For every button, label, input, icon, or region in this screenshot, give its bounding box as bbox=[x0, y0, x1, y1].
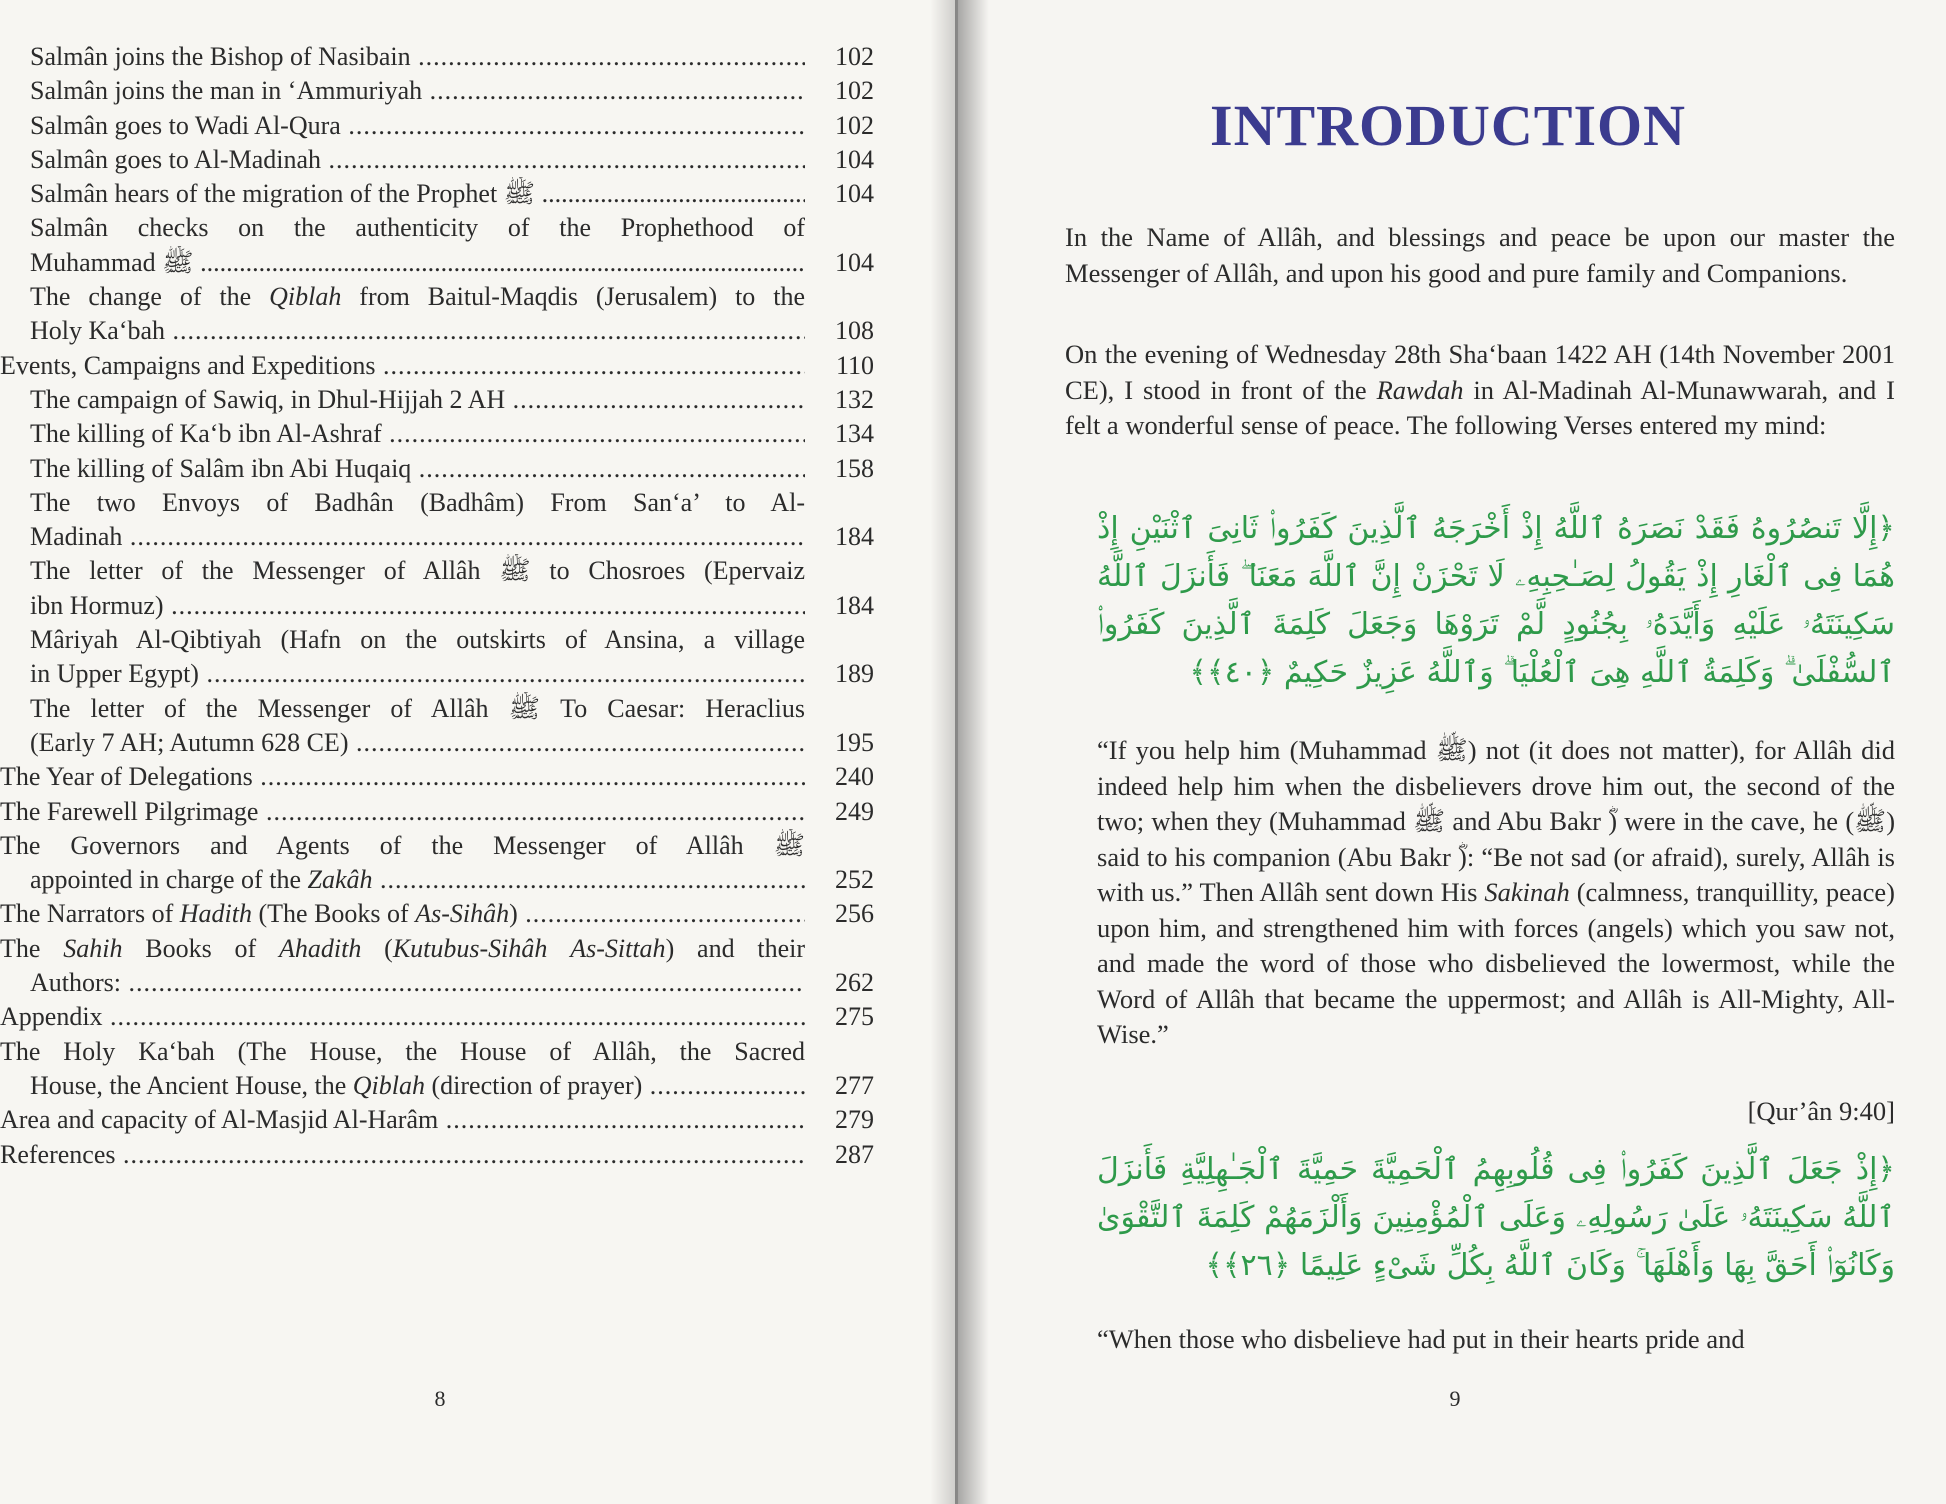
toc-entry bbox=[0, 349, 874, 383]
toc-entry bbox=[0, 760, 874, 794]
toc-entry-page: 102 bbox=[835, 42, 874, 71]
toc-entry-title: Madinah ..... bbox=[30, 520, 805, 554]
toc-entry-title: The letter of the Messenger of Allâh ﷺ to Chosroes (Epervaiz bbox=[30, 556, 805, 586]
left-page bbox=[0, 0, 955, 1504]
toc-entry-page: 132 bbox=[835, 384, 874, 414]
toc-entry bbox=[0, 932, 860, 966]
toc-entry bbox=[0, 280, 860, 314]
toc-entry-title: The killing of Ka‘b ibn Al-Ashraf ..... bbox=[30, 417, 805, 451]
toc-entry bbox=[0, 1138, 874, 1172]
page-title: INTRODUCTION bbox=[1210, 93, 1687, 158]
toc-entry-title: The killing of Salâm ibn Abi Huqaiq ..... bbox=[30, 452, 805, 486]
toc-entry-title: The letter of the Messenger of Allâh ﷺ To Caesar: Heraclius bbox=[30, 693, 805, 723]
toc-entry-page: 104 bbox=[835, 179, 874, 209]
toc-entry-title: Muhammad ﷺ ..... bbox=[30, 246, 805, 280]
toc-entry-title: (Early 7 AH; Autumn 628 CE) ..... bbox=[30, 726, 805, 760]
toc-entry bbox=[0, 417, 874, 451]
toc-entry-page: 102 bbox=[835, 76, 874, 106]
toc-entry bbox=[0, 829, 860, 863]
toc-entry-title: The Farewell Pilgrimage ..... bbox=[0, 795, 805, 829]
toc-entry-page: 158 bbox=[835, 453, 874, 483]
toc-entry-page: 252 bbox=[835, 865, 874, 895]
toc-entry-title: appointed in charge of the Zakâh ..... bbox=[30, 863, 805, 897]
verse-translation-2: “When those who disbelieve had put in their hearts pride and bbox=[1097, 1324, 1745, 1354]
toc-entry-page: 277 bbox=[835, 1070, 874, 1100]
verse-translation-1: “If you help him (Muhammad ﷺ) not (it does not matter), for Allâh did indeed help him when the disbelievers drove him out, the second of the two; when they (Muhammad ﷺ and Abu Bakr ؓ) were in the cave, he (ﷺ) said to his companion (Abu Bakr ؓ): “Be not sad (or afraid), surely, Allâh is with us.” Then Allâh sent down His Sakinah (calmness, tranquillity, peace) upon him, and strengthened him with forces (angels) which you saw not, and made the word of those who disbelieved the lowermost, while the Word of Allâh that became the uppermost; and Allâh is All-Mighty, All-Wise.” bbox=[1097, 735, 1896, 1049]
toc-entry-title: The two Envoys of Badhân (Badhâm) From San‘a’ to Al- bbox=[30, 487, 805, 517]
toc-entry bbox=[0, 109, 874, 143]
toc-entry-page: 104 bbox=[835, 144, 874, 174]
toc-entry bbox=[0, 863, 874, 897]
toc-entry-title: Salmân goes to Al-Madinah ..... bbox=[30, 143, 805, 177]
toc-entry bbox=[0, 589, 874, 623]
toc-entry bbox=[0, 246, 874, 280]
toc-entry-title: The Holy Ka‘bah (The House, the House of Allâh, the Sacred bbox=[0, 1036, 805, 1066]
toc-entry bbox=[0, 520, 874, 554]
toc-entry-page: 110 bbox=[835, 350, 874, 380]
toc-entry-page: 184 bbox=[835, 522, 874, 552]
quran-verse-arabic-1: ﴿إِلَّا تَنصُرُوهُ فَقَدْ نَصَرَهُ ٱللَّهُ إِذْ أَخْرَجَهُ ٱلَّذِينَ كَفَرُوا۟ ثَانِىَ ٱثْنَيْنِ إِذْ هُمَا فِى ٱلْغَارِ إِذْ يَقُولُ لِصَـٰحِبِهِۦ لَا تَحْزَنْ إِنَّ ٱللَّهَ مَعَنَا ۖ فَأَنزَلَ ٱللَّهُ سَكِينَتَهُۥ عَلَيْهِ وَأَيَّدَهُۥ بِجُنُودٍ لَّمْ تَرَوْهَا وَجَعَلَ كَلِمَةَ ٱلَّذِينَ كَفَرُوا۟ ٱلسُّفْلَىٰ ۗ وَكَلِمَةُ ٱللَّهِ هِىَ ٱلْعُلْيَا ۗ وَٱللَّهُ عَزِيزٌ حَكِيمٌ ﴿٤٠﴾﴾ bbox=[1097, 511, 1895, 690]
toc-entry-page: 134 bbox=[835, 419, 874, 449]
verse-reference: [Qur’ân 9:40] bbox=[1747, 1096, 1895, 1126]
quran-verse-arabic-2: ﴿إِذْ جَعَلَ ٱلَّذِينَ كَفَرُوا۟ فِى قُلُوبِهِمُ ٱلْحَمِيَّةَ حَمِيَّةَ ٱلْجَـٰهِلِيَّةِ فَأَنزَلَ ٱللَّهُ سَكِينَتَهُۥ عَلَىٰ رَسُولِهِۦ وَعَلَى ٱلْمُؤْمِنِينَ وَأَلْزَمَهُمْ كَلِمَةَ ٱلتَّقْوَىٰ وَكَانُوٓا۟ أَحَقَّ بِهَا وَأَهْلَهَا ۚ وَكَانَ ٱللَّهُ بِكُلِّ شَىْءٍ عَلِيمًا ﴿٢٦﴾﴾ bbox=[1097, 1152, 1895, 1283]
toc-entry-page: 184 bbox=[835, 590, 874, 620]
toc-entry bbox=[0, 143, 874, 177]
toc-entry bbox=[0, 1035, 860, 1069]
toc-entry-title: Authors: ..... bbox=[30, 966, 805, 1000]
right-page bbox=[955, 0, 1946, 1504]
toc-entry bbox=[0, 40, 874, 74]
toc-entry-title: The campaign of Sawiq, in Dhul-Hijjah 2 AH ..... bbox=[30, 383, 805, 417]
toc-entry-title: The Narrators of Hadith (The Books of As-Sihâh) ..... bbox=[0, 897, 805, 931]
book-gutter-shadow-right bbox=[955, 0, 989, 1504]
toc-entry-page: 249 bbox=[835, 796, 874, 826]
intro-paragraph-1: In the Name of Allâh, and blessings and peace be upon our master the Messenger of Allâh, and upon his good and pure family and Companions. bbox=[1065, 222, 1895, 288]
toc-entry-page: 108 bbox=[835, 316, 874, 346]
toc-entry-page: 102 bbox=[835, 110, 874, 140]
toc-entry-page: 262 bbox=[835, 968, 874, 998]
toc-entry-page: 275 bbox=[835, 1002, 874, 1032]
toc-entry-title: Salmân joins the man in ‘Ammuriyah ..... bbox=[30, 74, 805, 108]
toc-entry bbox=[0, 623, 860, 657]
toc-entry-title: The Governors and Agents of the Messenger of Allâh ﷺ bbox=[0, 830, 805, 860]
toc-entry-title: Salmân goes to Wadi Al-Qura ..... bbox=[30, 109, 805, 143]
book-gutter-shadow-left bbox=[930, 0, 958, 1504]
toc-entry-title: House, the Ancient House, the Qiblah (direction of prayer) ..... bbox=[30, 1069, 805, 1103]
toc-entry bbox=[0, 657, 874, 691]
toc-entry bbox=[0, 211, 860, 245]
toc-entry bbox=[0, 966, 874, 1000]
toc-entry-title: Salmân joins the Bishop of Nasibain ..... bbox=[30, 40, 805, 74]
toc-entry-title: The Sahih Books of Ahadith (Kutubus-Sihâh As-Sittah) and their bbox=[0, 933, 805, 963]
toc-entry bbox=[0, 1069, 874, 1103]
toc-entry bbox=[0, 554, 860, 588]
toc-entry bbox=[0, 897, 874, 931]
toc-entry-title: in Upper Egypt) ..... bbox=[30, 657, 805, 691]
toc-entry-title: ibn Hormuz) ..... bbox=[30, 589, 805, 623]
toc-entry bbox=[0, 177, 874, 211]
toc-entry bbox=[0, 383, 874, 417]
intro-paragraph-2: On the evening of Wednesday 28th Sha‘baan 1422 AH (14th November 2001 CE), I stood in front of the Rawdah in Al-Madinah Al-Munawwarah, and I felt a wonderful sense of peace. The following Verses entered my mind: bbox=[1065, 339, 1895, 440]
toc-entry-page: 279 bbox=[835, 1105, 874, 1135]
toc-entry-title: Area and capacity of Al-Masjid Al-Harâm ..... bbox=[0, 1103, 805, 1137]
toc-entry-page: 240 bbox=[835, 762, 874, 792]
toc-entry bbox=[0, 726, 874, 760]
table-of-contents bbox=[0, 40, 874, 1172]
toc-entry bbox=[0, 74, 874, 108]
toc-entry bbox=[0, 795, 874, 829]
toc-entry-page: 287 bbox=[835, 1139, 874, 1169]
toc-entry-page: 195 bbox=[835, 727, 874, 757]
toc-entry-title: Mâriyah Al-Qibtiyah (Hafn on the outskirts of Ansina, a village bbox=[30, 625, 805, 655]
toc-entry-title: Salmân checks on the authenticity of the Prophethood of bbox=[30, 213, 805, 243]
toc-entry-page: 104 bbox=[835, 247, 874, 277]
toc-entry-page: 256 bbox=[835, 899, 874, 929]
toc-entry bbox=[0, 1000, 874, 1034]
left-page-number: 8 bbox=[434, 1386, 446, 1411]
toc-entry-title: The change of the Qiblah from Baitul-Maqdis (Jerusalem) to the bbox=[30, 282, 805, 312]
toc-entry-title: Holy Ka‘bah ..... bbox=[30, 314, 805, 348]
toc-entry bbox=[0, 1103, 874, 1137]
toc-entry-title: Events, Campaigns and Expeditions ..... bbox=[0, 349, 805, 383]
right-page-number: 9 bbox=[1449, 1386, 1461, 1411]
toc-entry-title: References ..... bbox=[0, 1138, 805, 1172]
toc-entry-title: Salmân hears of the migration of the Prophet ﷺ ..... bbox=[30, 177, 805, 211]
toc-entry-title: Appendix ..... bbox=[0, 1000, 805, 1034]
toc-entry bbox=[0, 692, 860, 726]
toc-entry-page: 189 bbox=[835, 659, 874, 689]
toc-entry-title: The Year of Delegations ..... bbox=[0, 760, 805, 794]
toc-entry bbox=[0, 486, 860, 520]
toc-entry bbox=[0, 314, 874, 348]
toc-entry bbox=[0, 452, 874, 486]
